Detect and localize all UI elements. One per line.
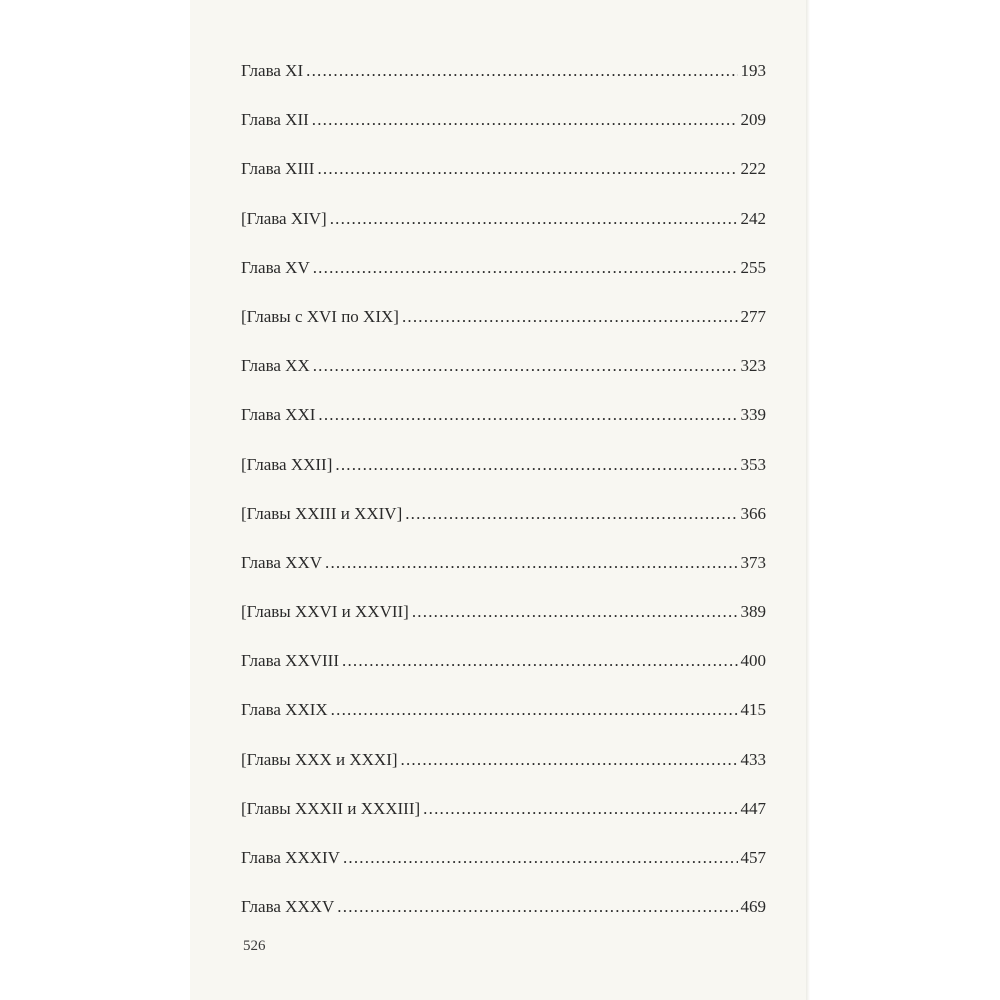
page-edge [806, 0, 810, 1000]
toc-entry [241, 440, 766, 489]
toc-entry-title: Глава XXXIV [241, 848, 340, 867]
toc-dot-leader [306, 46, 737, 95]
toc-entry [241, 784, 766, 833]
toc-dot-leader [313, 243, 738, 292]
toc-dot-leader [312, 95, 738, 144]
toc-entry-page: 366 [740, 503, 766, 523]
toc-dot-leader [412, 587, 738, 636]
toc-entry-title: Глава XXV [241, 552, 323, 572]
toc-entry [241, 587, 766, 636]
toc-entry-page: 209 [740, 110, 766, 130]
toc-dot-leader [405, 489, 737, 538]
toc-entry-page: 433 [740, 749, 766, 769]
toc-entry [241, 194, 766, 243]
toc-entry-title: Глава XX [241, 356, 310, 376]
toc-entry-page: 389 [740, 602, 766, 622]
toc-entry-page: 373 [740, 552, 766, 572]
toc-entry-page: 323 [740, 356, 766, 376]
toc-entry-title: [Главы XXX и XXXI] [241, 749, 398, 769]
toc-entry-title: Глава XXI [241, 405, 316, 425]
toc-entry [241, 882, 766, 931]
toc-entry [241, 144, 766, 193]
toc-entry-title: [Глава XXII] [241, 454, 333, 474]
toc-entry [241, 636, 766, 685]
toc-dot-leader [325, 538, 737, 587]
toc-dot-leader [330, 194, 738, 243]
toc-dot-leader [335, 440, 737, 489]
toc-dot-leader [317, 144, 737, 193]
toc-entry [241, 341, 766, 390]
toc-entry [241, 735, 766, 784]
toc-entry-page: 353 [740, 454, 766, 474]
toc-entry [241, 833, 766, 882]
toc-entry-page: 457 [740, 848, 766, 867]
toc-entry-page: 339 [740, 405, 766, 425]
toc-entry-page: 400 [740, 651, 766, 671]
toc-dot-leader [342, 636, 738, 685]
toc-entry [241, 46, 766, 95]
toc-entry-title: Глава XIII [241, 159, 315, 179]
toc-dot-leader [402, 292, 738, 341]
toc-entry-title: [Глава XIV] [241, 208, 327, 228]
toc-entry-title: Глава XII [241, 110, 309, 130]
toc-entry-page: 242 [740, 208, 766, 228]
toc-entry [241, 292, 766, 341]
page-number: 526 [243, 938, 266, 954]
toc-entry-title: [Главы XXXII и XXXIII] [241, 798, 421, 818]
toc-entry [241, 538, 766, 587]
toc-entry [241, 489, 766, 538]
toc-dot-leader [318, 390, 737, 439]
toc-entry-page: 469 [740, 897, 766, 917]
toc-dot-leader [423, 784, 737, 833]
toc-entry [241, 95, 766, 144]
toc-entry-page: 277 [740, 306, 766, 326]
toc-dot-leader [313, 341, 738, 390]
toc-entry-page: 222 [740, 159, 766, 179]
toc-entry-title: [Главы с XVI по XIX] [241, 306, 399, 326]
toc-dot-leader [343, 833, 738, 882]
toc-dot-leader [401, 735, 738, 784]
table-of-contents [241, 46, 766, 931]
toc-entry [241, 685, 766, 734]
toc-entry-title: [Главы XXVI и XXVII] [241, 602, 409, 622]
toc-entry-page: 193 [740, 61, 766, 80]
toc-entry-title: Глава XV [241, 257, 310, 277]
toc-entry [241, 390, 766, 439]
toc-entry-title: [Главы XXIII и XXIV] [241, 503, 403, 523]
toc-entry-title: Глава XI [241, 61, 304, 80]
toc-dot-leader [331, 685, 738, 734]
toc-entry [241, 243, 766, 292]
toc-entry-page: 447 [740, 798, 766, 818]
toc-entry-page: 415 [740, 700, 766, 720]
toc-entry-title: Глава XXIX [241, 700, 328, 720]
toc-entry-page: 255 [740, 257, 766, 277]
toc-entry-title: Глава XXXV [241, 897, 335, 917]
toc-dot-leader [337, 882, 737, 931]
toc-entry-title: Глава XXVIII [241, 651, 339, 671]
